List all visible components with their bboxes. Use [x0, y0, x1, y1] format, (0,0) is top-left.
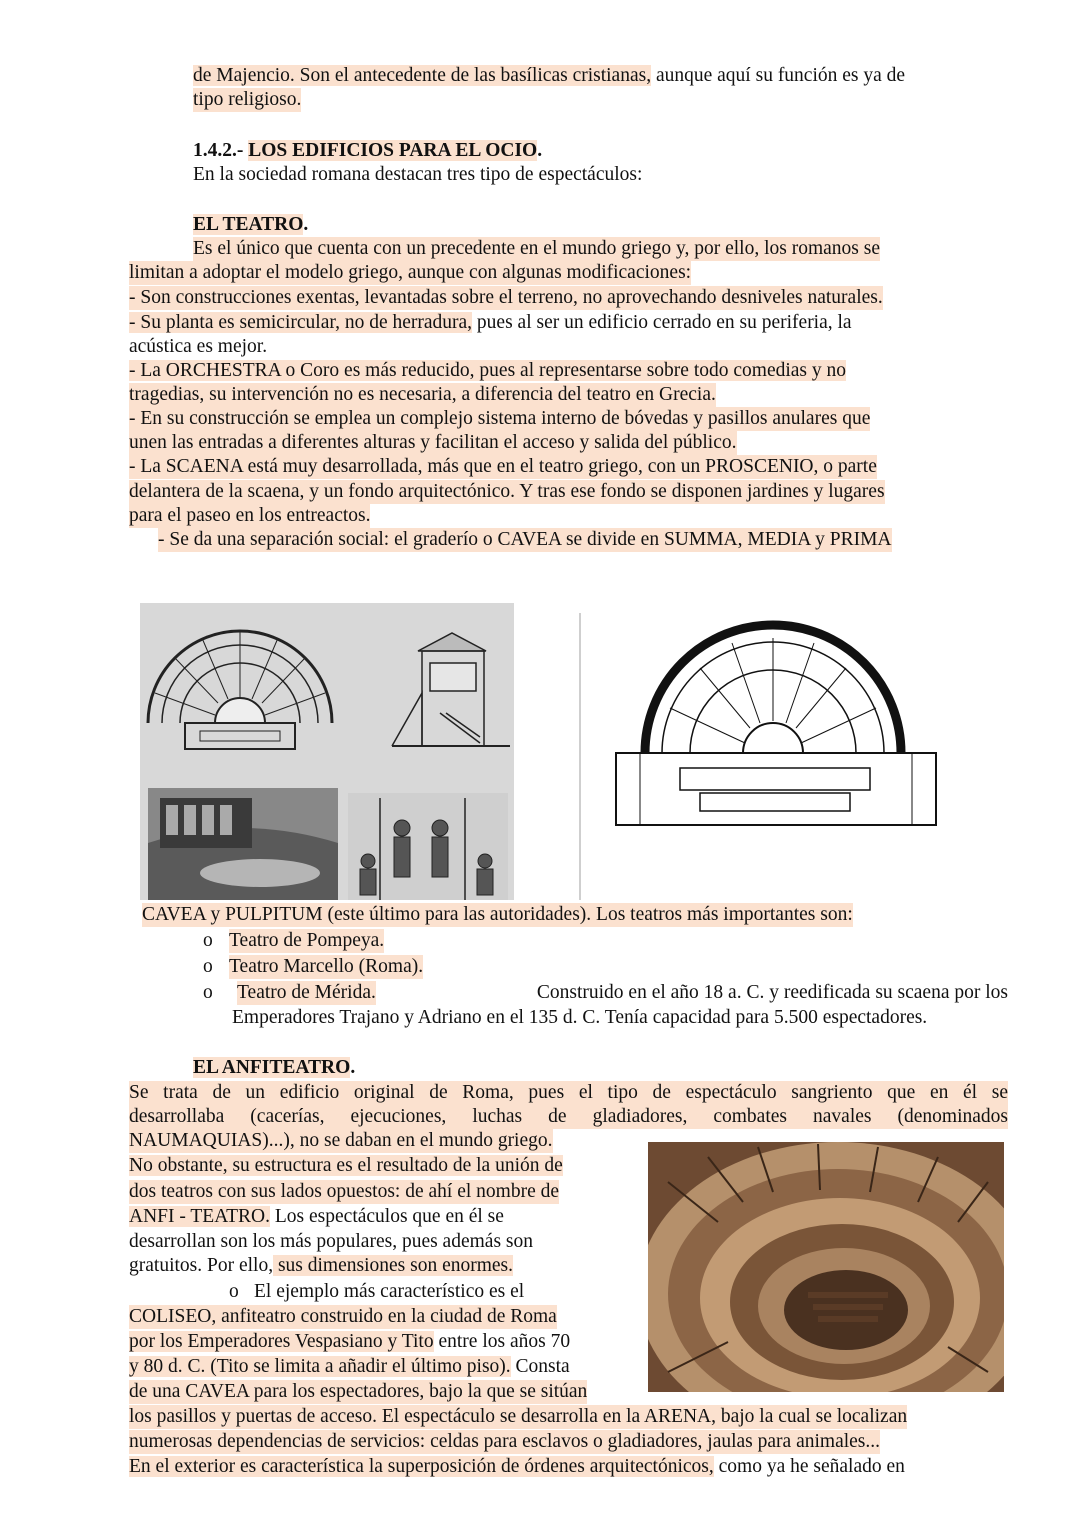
anfiteatro-line: NAUMAQUIAS)...), no se daban en el mundo griego. [129, 1130, 553, 1151]
anfiteatro-line: gratuitos. Por ello, sus dimensiones son enormes. [129, 1255, 514, 1276]
intro-line-1: de Majencio. Son el antecedente de las basílicas cristianas, aunque aquí su función es ya de [193, 65, 906, 86]
teatro-line: limitan a adoptar el modelo griego, aunque con algunas modificaciones: [129, 262, 692, 283]
theatre-photo-icon [148, 788, 338, 900]
teatro-line: delantera de la scaena, y un fondo arquitectónico. Y tras ese fondo se disponen jardines y lugares [129, 481, 885, 502]
list-bullet: o [203, 982, 213, 1003]
anfiteatro-line: desarrollan son los más populares, pues además son [129, 1231, 533, 1252]
teatro-line: - En su construcción se emplea un complejo sistema interno de bóvedas y pasillos anulares que [129, 408, 871, 429]
anfiteatro-line: dos teatros con sus lados opuestos: de ahí el nombre de [129, 1181, 559, 1202]
section-subtitle: En la sociedad romana destacan tres tipo de espectáculos: [193, 164, 643, 185]
anfiteatro-line: desarrollaba (cacerías, ejecuciones, luchas de gladiadores, combates navales (denominados [129, 1106, 1008, 1127]
teatro-line: para el paseo en los entreactos. [129, 505, 371, 526]
intro-line-2: tipo religioso. [193, 89, 302, 110]
list-item-continuation: Emperadores Trajano y Adriano en el 135 d. C. Tenía capacidad para 5.500 espectadores. [232, 1007, 928, 1028]
anfiteatro-line: ANFI - TEATRO. Los espectáculos que en él se [129, 1206, 504, 1227]
anfiteatro-line: No obstante, su estructura es el resultado de la unión de [129, 1155, 563, 1176]
section-heading: 1.4.2.- LOS EDIFICIOS PARA EL OCIO. [193, 140, 543, 161]
teatro-line: tragedias, su intervención no es necesaria, a diferencia del teatro en Grecia. [129, 384, 716, 405]
anfiteatro-line: COLISEO, anfiteatro construido en la ciudad de Roma [129, 1306, 557, 1327]
colosseum-photo [648, 1142, 1004, 1392]
list-item: Teatro Marcello (Roma). [229, 956, 424, 977]
teatro-heading: EL TEATRO. [193, 214, 309, 235]
anfiteatro-line: En el exterior es característica la superposición de órdenes arquitectónicos, como ya he señalado en [129, 1456, 905, 1477]
teatro-line: acústica es mejor. [129, 336, 268, 357]
anfiteatro-heading: EL ANFITEATRO. [193, 1057, 356, 1078]
teatro-line: - Son construcciones exentas, levantadas sobre el terreno, no aprovechando desniveles naturales. [129, 287, 883, 308]
teatro-line: CAVEA y PULPITUM (este último para las autoridades). Los teatros más importantes son: [142, 904, 853, 925]
teatro-line: unen las entradas a diferentes alturas y facilitan el acceso y salida del público. [129, 432, 737, 453]
list-item: Teatro de Mérida. Construido en el año 18 a. C. y reedificada su scaena por los [237, 982, 1008, 1003]
anfiteatro-line: por los Emperadores Vespasiano y Tito entre los años 70 [129, 1331, 571, 1352]
arena-corridors-icon [808, 1292, 888, 1322]
teatro-line: - La ORCHESTRA o Coro es más reducido, pues al representarse sobre todo comedias y no [129, 360, 847, 381]
figure-panel-right [574, 603, 952, 900]
anfiteatro-line: y 80 d. C. (Tito se limita a añadir el último piso). Consta [129, 1356, 570, 1377]
anfiteatro-line: Se trata de un edificio original de Roma, pues el tipo de espectáculo sangriento que en él se [129, 1082, 1008, 1103]
list-bullet: o [203, 930, 213, 951]
roman-theatre-illustration [140, 603, 952, 900]
anfiteatro-line: numerosas dependencias de servicios: celdas para esclavos o gladiadores, jaulas para animales... [129, 1431, 881, 1452]
list-bullet: o [229, 1281, 239, 1302]
teatro-line: - Se da una separación social: el graderío o CAVEA se divide en SUMMA, MEDIA y PRIMA [158, 529, 892, 550]
anfiteatro-line: los pasillos y puertas de acceso. El espectáculo se desarrolla en la ARENA, bajo la cual se localizan [129, 1406, 908, 1427]
teatro-line: - Su planta es semicircular, no de herradura, pues al ser un edificio cerrado en su periferia, la [129, 312, 852, 333]
anfiteatro-line: El ejemplo más característico es el [254, 1281, 525, 1302]
list-item: Teatro de Pompeya. [229, 930, 385, 951]
list-bullet: o [203, 956, 213, 977]
actors-drawing-icon [348, 793, 508, 900]
teatro-line: Es el único que cuenta con un precedente en el mundo griego y, por ello, los romanos se [193, 238, 880, 259]
teatro-line: - La SCAENA está muy desarrollada, más que en el teatro griego, con un PROSCENIO, o parte [129, 456, 877, 477]
anfiteatro-line: de una CAVEA para los espectadores, bajo la que se sitúan [129, 1381, 588, 1402]
